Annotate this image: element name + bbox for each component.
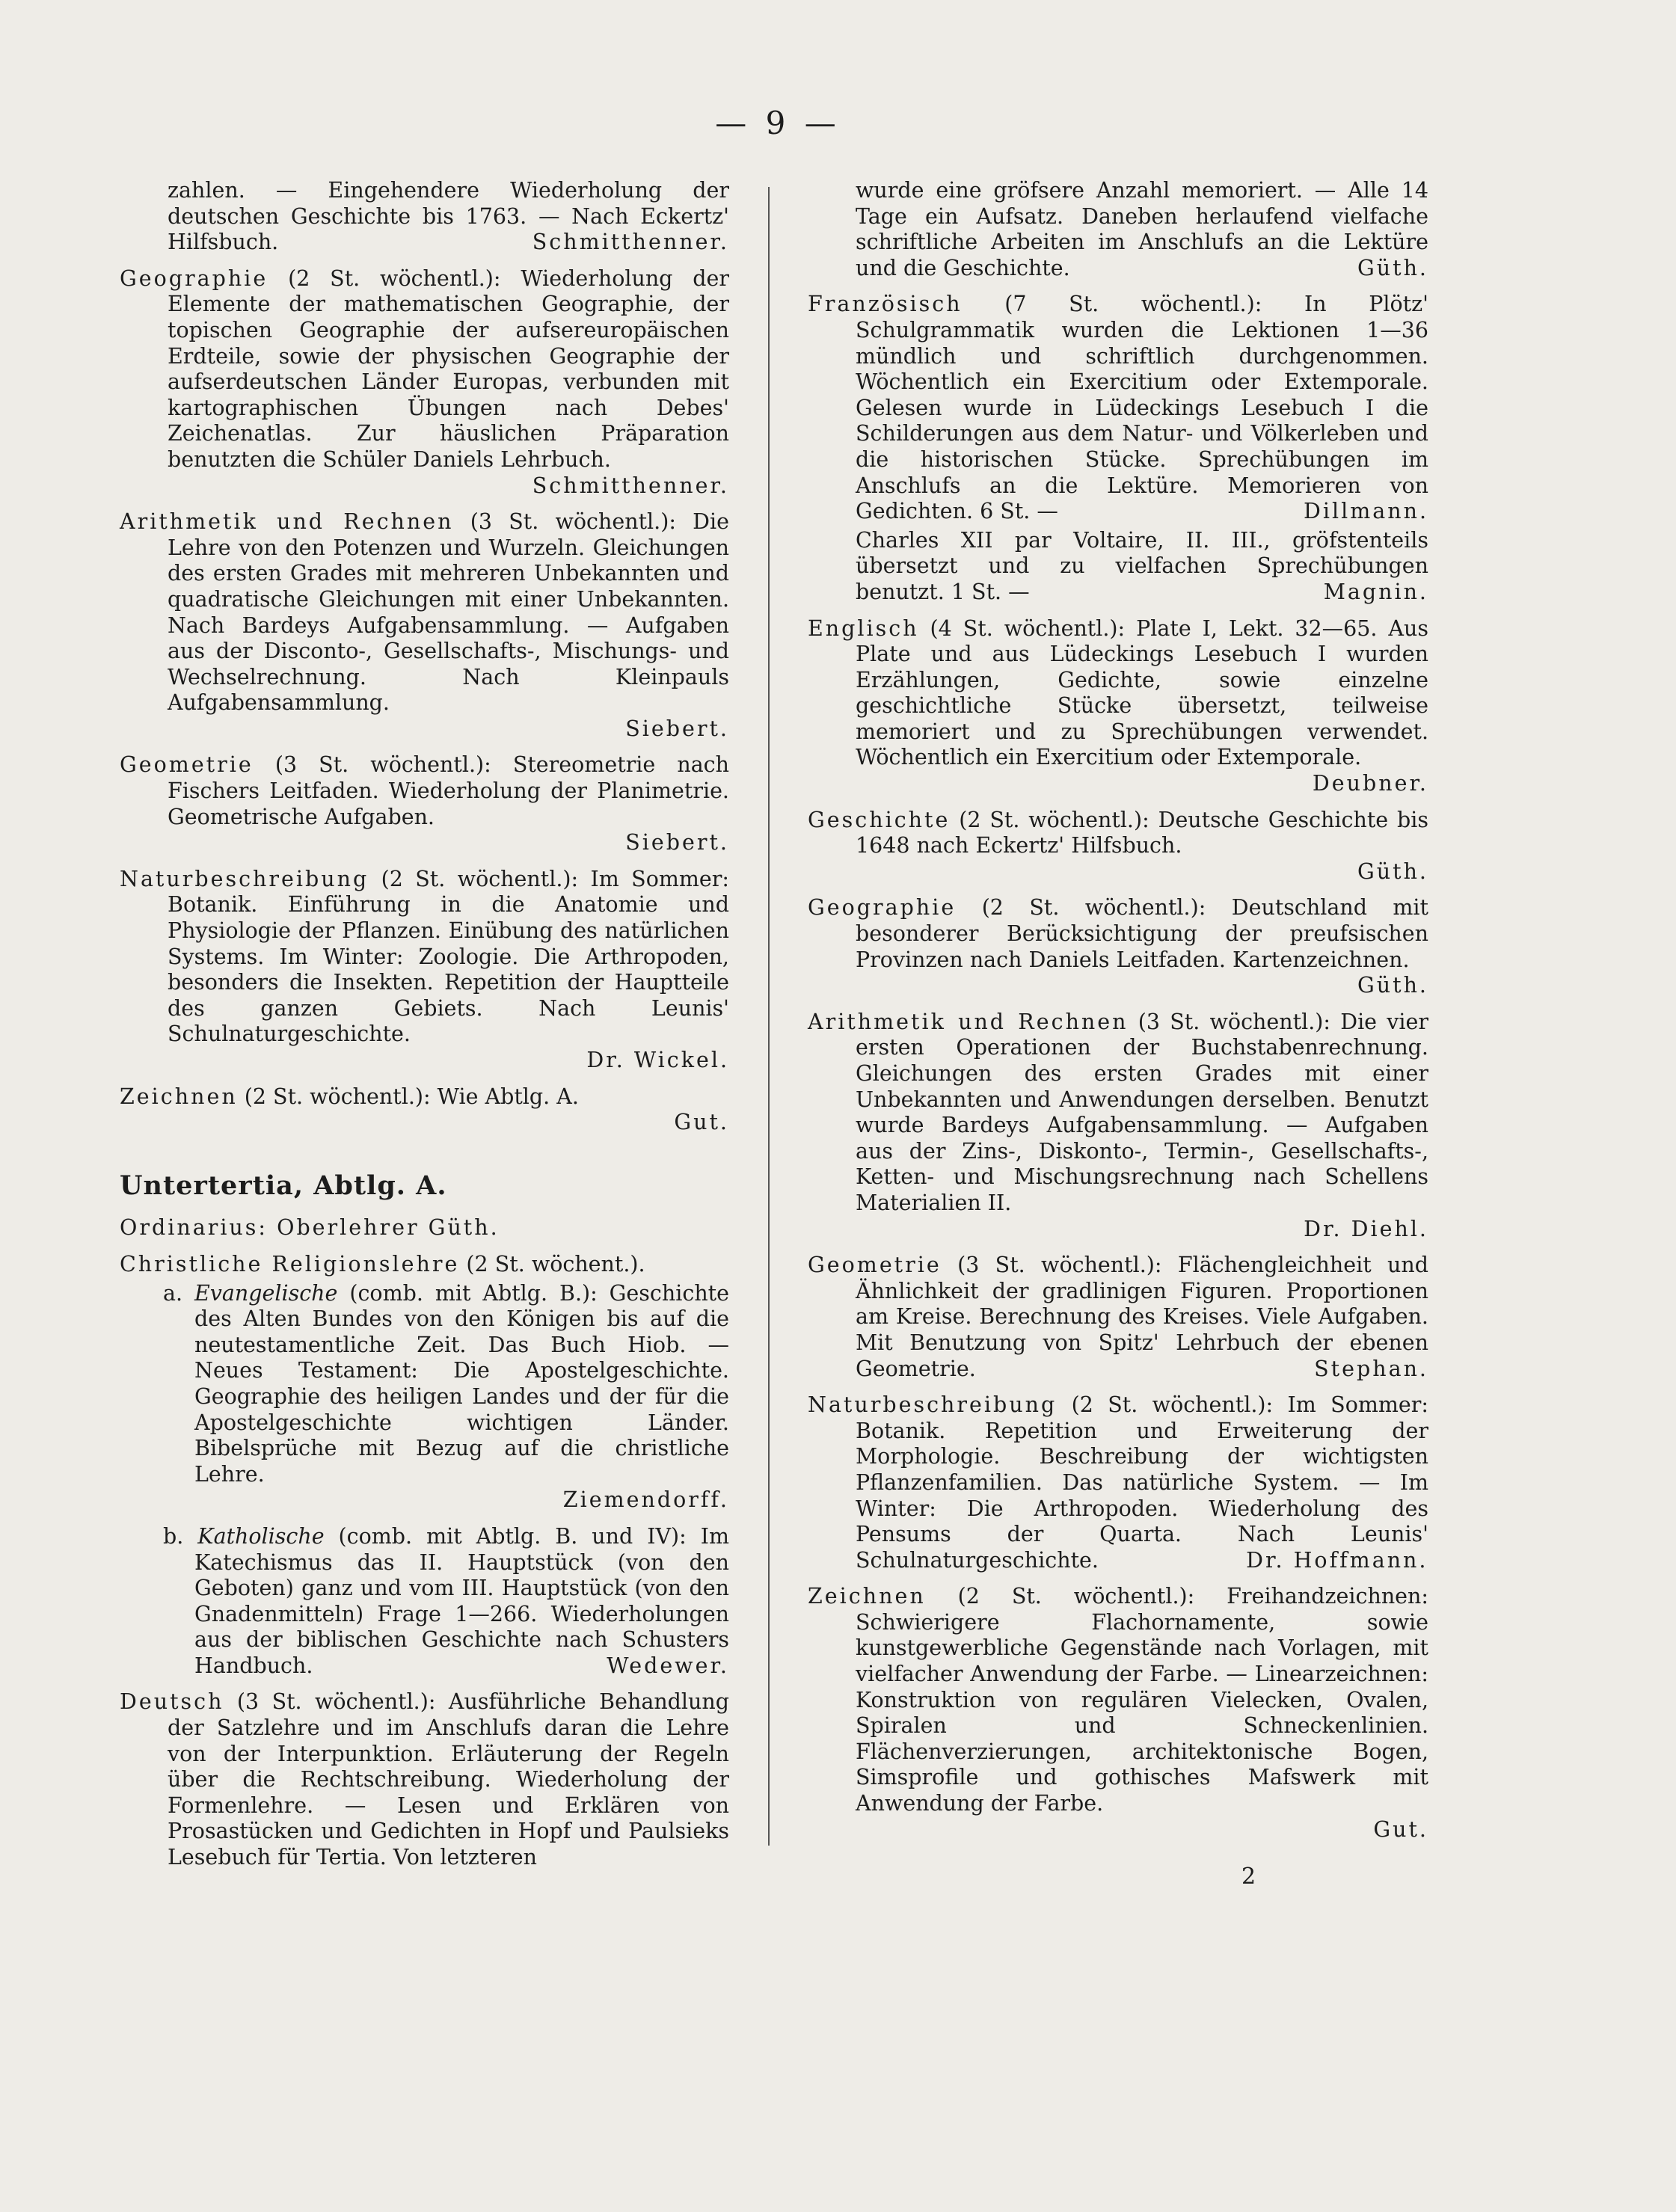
entry-geschichte xyxy=(808,808,1428,885)
entry-katholische xyxy=(120,1524,729,1680)
subject-heading: Englisch xyxy=(808,615,919,641)
italic-term: Katholische xyxy=(197,1523,325,1549)
entry-text: (3 St. wöchentl.): Ausführliche Behandlung der Satzlehre und im Anschlufs daran die Lehre von der Interpunktion. Erläuterung der Regeln über die Rechtschreibung. Wiederholung der Formenlehre. — Lesen und Erklären von Prosastücken und Gedichten in Hopf und Paulsieks Lesebuch für Tertia. Von letzteren xyxy=(168,1689,729,1870)
paragraph-history-continuation xyxy=(120,178,729,256)
subject-heading: Geschichte xyxy=(808,807,951,832)
entry-geometrie xyxy=(120,752,729,855)
entry-text: (2 St. wöchentl.): Im Sommer: Botanik. Einführung in die Anatomie und Physiologie der Pflanzen. Einübung des natürlichen Systems. Im Winter: Zoologie. Die Arthropoden, besonders die Insekten. Repetition der Hauptteile des ganzen Gebiets. Nach Leunis' Schulnaturgeschichte. xyxy=(168,866,729,1047)
teacher-name: Schmitthenner. xyxy=(532,230,729,255)
entry-text: (2 St. wöchentl.): Freihandzeichnen: Schwierigere Flachornamente, sowie kunstgewerbliche Gegenstände nach Vorlagen, mit vielfacher Anwendung der Farbe. — Linearzeichnen: Konstruktion von regulären Vielecken, Ovalen, Spiralen und Schneckenlinien. Flächenverzierungen, architektonische Bogen, Simsprofile und gothisches Mafswerk mit Anwendung der Farbe. xyxy=(856,1584,1429,1816)
entry-franzoesisch-lecture xyxy=(808,528,1428,606)
entry-geographie-right xyxy=(808,895,1428,998)
subject-heading: Geometrie xyxy=(808,1253,942,1278)
entry-arithmetik-right xyxy=(808,1010,1428,1242)
subject-heading: Geographie xyxy=(808,895,957,921)
list-label: a. xyxy=(163,1280,183,1306)
section-heading: Untertertia, Abtlg. A. xyxy=(120,1170,447,1201)
entry-evangelische xyxy=(120,1281,729,1514)
subject-heading: Zeichnen xyxy=(120,1084,238,1109)
subject-heading: Naturbeschreibung xyxy=(120,866,369,891)
left-column xyxy=(120,178,729,1881)
list-label: b. xyxy=(163,1523,184,1549)
entry-text: (3 St. wöchentl.): Flächengleichheit und Ähnlichkeit der gradlinigen Figuren. Proportionen am Kreise. Berechnung des Kreises. Viele Aufgaben. Mit Benutzung von Spitz' Lehrbuch der ebenen Geometrie. xyxy=(856,1253,1428,1381)
entry-zeichnen xyxy=(120,1084,729,1136)
subject-heading: Deutsch xyxy=(120,1689,224,1715)
subject-heading: Zeichnen xyxy=(808,1584,926,1609)
entry-text: (2 St. wöchentl.): Deutsche Geschichte bis 1648 nach Eckertz' Hilfsbuch. xyxy=(856,807,1429,858)
entry-deutsch xyxy=(120,1689,729,1870)
subject-heading: Geometrie xyxy=(120,752,254,778)
subject-heading: Arithmetik und Rechnen xyxy=(120,509,454,535)
paragraph-deutsch-continuation xyxy=(808,178,1428,281)
entry-text: (2 St. wöchentl.): Im Sommer: Botanik. Repetition und Erweiterung der Morphologie. Beschreibung der wichtigsten Pflanzenfamilien. Das natürliche System. — Im Winter: Die Arthropoden. Wiederholung des Pensums der Quarta. Nach Leunis' Schulnaturgeschichte. xyxy=(856,1392,1428,1573)
teacher-name: Gut. xyxy=(1373,1816,1428,1842)
entry-text: (3 St. wöchentl.): Die vier ersten Operationen der Buchstabenrechnung. Gleichungen des ersten Grades mit einer Unbekannten und Anwendungen derselben. Benutzt wurde Bardeys Aufgabensammlung. — Aufgaben aus der Zins-, Diskonto-, Termin-, Gesellschafts-, Ketten- und Mischungsrechnung nach Schellens Materialien II. xyxy=(856,1009,1428,1215)
teacher-name: Magnin. xyxy=(1323,579,1428,604)
entry-text: (3 St. wöchentl.): Stereometrie nach Fischers Leitfaden. Wiederholung der Planimetrie. Geometrische Aufgaben. xyxy=(168,752,730,829)
teacher-name: Dr. Wickel. xyxy=(586,1048,729,1072)
teacher-name: Güth. xyxy=(1357,255,1428,280)
entry-text: (7 St. wöchentl.): In Plötz' Schulgrammatik wurden die Lektionen 1—36 mündlich und schriftlich durchgenommen. Wöchentlich ein Exercitium oder Extemporale. Gelesen wurde in Lüdeckings Lesebuch I die Schilderungen aus dem Natur- und Völkerleben und die historischen Stücke. Sprechübungen im Anschlufs an die Lektüre. Memorieren von Gedichten. 6 St. — xyxy=(856,292,1428,524)
italic-term: Evangelische xyxy=(194,1280,338,1306)
entry-geometrie-right xyxy=(808,1253,1428,1382)
teacher-name: Wedewer. xyxy=(607,1653,729,1678)
teacher-name: Siebert. xyxy=(625,830,729,855)
teacher-name: Stephan. xyxy=(1314,1356,1428,1381)
subject-heading: Naturbeschreibung xyxy=(808,1392,1058,1418)
right-column xyxy=(808,178,1428,1853)
column-divider xyxy=(768,187,770,1846)
teacher-name: Dillmann. xyxy=(1304,499,1428,524)
entry-franzoesisch xyxy=(808,292,1428,524)
teacher-name: Dr. Hoffmann. xyxy=(1246,1547,1428,1573)
subject-heading: Französisch xyxy=(808,292,963,317)
paragraph-text: wurde eine gröfsere Anzahl memoriert. — Alle 14 Tage ein Aufsatz. Daneben herlaufend vielfache schriftliche Arbeiten im Anschlufs an die Lektüre und die Geschichte. xyxy=(856,178,1428,280)
entry-zeichnen-right xyxy=(808,1584,1428,1843)
signature-mark: 2 xyxy=(1241,1864,1256,1890)
teacher-name: Dr. Diehl. xyxy=(1304,1216,1428,1241)
entry-text: (2 St. wöchent.). xyxy=(466,1251,645,1276)
teacher-name: Schmitthenner. xyxy=(532,473,729,498)
teacher-name: Siebert. xyxy=(625,716,729,741)
teacher-name: Güth. xyxy=(1357,973,1428,998)
entry-text: (2 St. wöchentl.): Wie Abtlg. A. xyxy=(244,1084,579,1109)
entry-text: (2 St. wöchentl.): Deutschland mit besonderer Berücksichtigung der preufsischen Provinzen nach Daniels Leitfaden. Kartenzeichnen. xyxy=(856,895,1428,972)
teacher-name: Ziemendorff. xyxy=(562,1487,729,1513)
entry-text: (comb. mit Abtlg. B. und IV): Im Katechismus das II. Hauptstück (von den Geboten) ganz und vom III. Hauptstück (von den Gnadenmitteln) Frage 1—266. Wiederholungen aus der biblischen Geschichte nach Schusters Handbuch. xyxy=(194,1523,729,1678)
entry-text: (4 St. wöchentl.): Plate I, Lekt. 32—65. Aus Plate und aus Lüdeckings Lesebuch I wurden Erzählungen, Gedichte, sowie einzelne geschichtliche Stücke übersetzt, teilweise memoriert und zu Sprechübungen verwendet. Wöchentlich ein Exercitium oder Extemporale. xyxy=(856,615,1428,770)
entry-arithmetik xyxy=(120,509,729,742)
teacher-name: Gut. xyxy=(674,1110,729,1135)
teacher-name: Güth. xyxy=(1357,858,1428,884)
entry-text: (3 St. wöchentl.): Die Lehre von den Potenzen und Wurzeln. Gleichungen des ersten Grades mit mehreren Unbekannten und quadratische Gleichungen mit einer Unbekannten. Nach Bardeys Aufgabensammlung. — Aufgaben aus der Disconto-, Gesellschafts-, Mischungs- und Wechselrechnung. Nach Kleinpauls Aufgabensammlung. xyxy=(168,509,729,716)
entry-text: (2 St. wöchentl.): Wiederholung der Elemente der mathematischen Geographie, der topischen Geographie der aufsereuropäischen Erdteile, sowie der physischen Geographie der aufserdeutschen Länder Europas, verbunden mit kartographischen Übungen nach Debes' Zeichenatlas. Zur häuslichen Präparation benutzten die Schüler Daniels Lehrbuch. xyxy=(168,265,729,472)
entry-text: Charles XII par Voltaire, II. III., gröfstenteils übersetzt und zu vielfachen Sprechübungen benutzt. 1 St. — xyxy=(856,527,1428,604)
page-number: — 9 — xyxy=(715,105,841,141)
entry-englisch xyxy=(808,616,1428,797)
entry-religionslehre xyxy=(120,1252,729,1278)
paragraph-text: zahlen. — Eingehendere Wiederholung der deutschen Geschichte bis 1763. — Nach Eckertz' Hilfsbuch. xyxy=(168,178,729,255)
ordinarius-line: Ordinarius: Oberlehrer Güth. xyxy=(120,1215,500,1241)
subject-heading: Christliche Religionslehre xyxy=(120,1251,460,1276)
subject-heading: Arithmetik und Rechnen xyxy=(808,1009,1129,1034)
subject-heading: Geographie xyxy=(120,265,268,291)
entry-text: (comb. mit Abtlg. B.): Geschichte des Alten Bundes von den Königen bis auf die neutestamentliche Zeit. Das Buch Hiob. — Neues Testament: Die Apostelgeschichte. Geographie des heiligen Landes und der für die Apostelgeschichte wichtigen Länder. Bibelsprüche mit Bezug auf die christliche Lehre. xyxy=(194,1280,729,1487)
entry-geographie xyxy=(120,266,729,499)
entry-naturbeschreibung xyxy=(120,867,729,1074)
teacher-name: Deubner. xyxy=(1312,771,1428,796)
entry-naturbeschreibung-right xyxy=(808,1392,1428,1573)
